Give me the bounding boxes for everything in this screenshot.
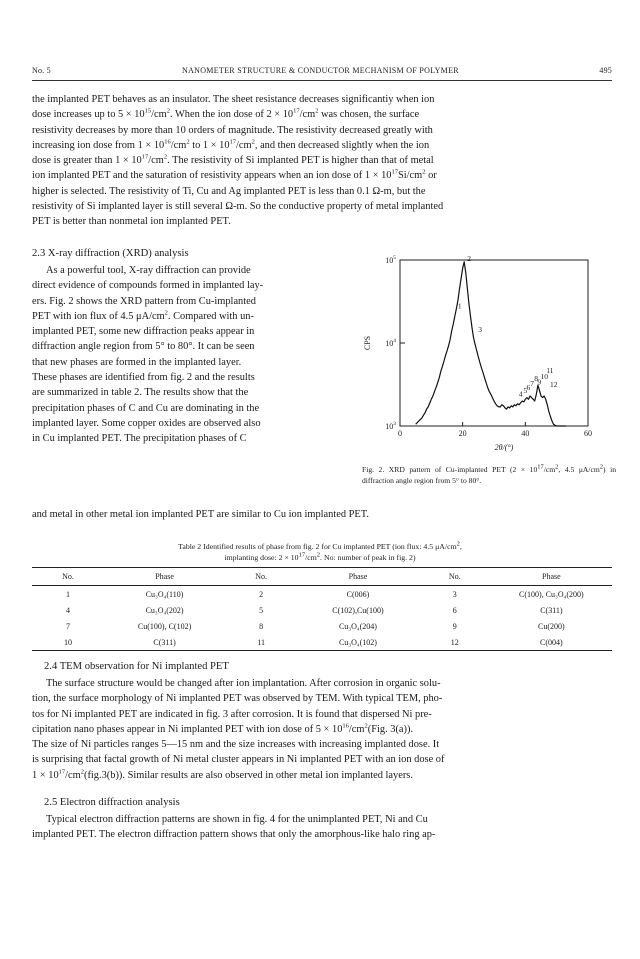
text-line: implanted layer. Some copper oxides are observed also — [32, 417, 261, 429]
peak-label: 12 — [549, 380, 558, 390]
running-header — [32, 66, 612, 80]
column-header: Phase — [297, 568, 419, 586]
text-line: dose is greater than $1 \times 10^{17}/cm^2$. The resistivity of Si implanted PET is higher than that of metal — [32, 153, 434, 167]
table-cell: 1 — [65, 589, 70, 599]
column-header: Phase — [104, 568, 225, 586]
table-header-row — [32, 568, 612, 586]
text-line: tion, the surface morphology of Ni implanted PET was observed by TEM. With typical TEM, pho- — [32, 693, 443, 705]
table-cell: Cu(200) — [538, 621, 565, 631]
table-2-caption: Table 2 Identified results of phase from fig. 2 for Cu implanted PET (ion flux: 4.5 $\mu A/cm^2$, implanting dose: $2 \times 10^{17}/cm^2$. No: number of peak in fig. 2) — [178, 540, 462, 562]
text-line: cipitation nano phases appear in Ni implanted PET with ion dose of $5 \times 10^{16}/cm^2(Fig$. 3(a)). — [32, 722, 414, 735]
section-2-3-text — [32, 263, 352, 447]
table-cell: 2 — [259, 589, 264, 599]
text-line: implanted PET, some new diffraction peaks appear in — [32, 326, 255, 338]
table-cell: 9 — [452, 621, 457, 631]
table-cell: 10 — [32, 634, 104, 651]
text-line: diffraction angle region from 5° to 80°. It can be seen — [32, 341, 255, 353]
table-row — [32, 634, 612, 651]
peak-label: 7 — [530, 378, 534, 388]
x-tick-label: 60 — [584, 429, 592, 438]
table-cell: C(100), Cu₃O₄(200) — [519, 589, 584, 599]
section-heading-2-4: 2.4 TEM observation for Ni implanted PET — [44, 661, 229, 672]
table-cell: Cu(100), C(102) — [137, 621, 192, 631]
header-rule — [32, 80, 612, 81]
text-line: is surprising that factal growth of Ni metal cluster appears in Ni implanted PET with an ion dose of — [32, 754, 445, 766]
table-cell: C(006) — [346, 589, 370, 599]
peak-label: 6 — [526, 382, 531, 392]
section-2-4-text — [32, 676, 612, 783]
text-line: These phases are identified from fig. 2 and the results — [32, 372, 255, 384]
x-tick-label: 40 — [521, 429, 530, 438]
x-tick-label: 0 — [398, 429, 402, 438]
text-line: higher is selected. The resistivity of Ti, Cu and Ag implanted PET is less than 0.1 Ω-m, but the — [32, 185, 426, 197]
table-cell: Cu₃O₄(110) — [145, 589, 184, 599]
table-cell: Cu₃O₄(204) — [338, 621, 377, 631]
text-line: Typical electron diffraction patterns are shown in fig. 4 for the unimplanted PET, Ni and Cu — [46, 814, 428, 825]
section-2-5-text — [32, 812, 612, 843]
y-tick-label: $10^5$ — [385, 255, 396, 265]
figure-2-caption: Fig. 2. XRD pattern of Cu-implanted PET ($2 \times 10^{17}/cm^2$, 4.5 $\mu A/cm^2$) in diffraction angle region from 5° to 80°. — [362, 463, 616, 485]
section-heading-2-3: 2.3 X-ray diffraction (XRD) analysis — [32, 248, 189, 259]
table-cell: C(102),Cu(100) — [332, 605, 384, 615]
text-line: increasing ion dose from $1 \times 10^{16}/cm^2$ to $1 \times 10^{17}/cm^2$, and then decreased slightly when the ion — [32, 138, 430, 151]
column-header: No. — [419, 568, 491, 586]
text-line: $1 \times 10^{17}/cm^2(fig.3(b))$. Similar results are also observed in other metal ion implanted layers. — [32, 768, 413, 781]
text-line: direct evidence of compounds formed in implanted lay- — [32, 280, 264, 292]
table-cell: 11 — [225, 634, 297, 651]
section-heading-2-5: 2.5 Electron diffraction analysis — [44, 797, 180, 808]
column-header: No. — [225, 568, 297, 586]
text-line: precipitation phases of C and Cu are dominating in the — [32, 402, 260, 414]
peak-label: 10 — [540, 371, 549, 381]
text-line: in Cu implanted PET. The precipitation phases of C — [32, 433, 247, 445]
table-row — [32, 586, 612, 603]
text-line: The size of Ni particles ranges 5—15 nm and the size increases with increasing implanted dose. It — [32, 739, 440, 751]
text-line: PET with ion flux of 4.5 $\mu A/cm^2$. Compared with un- — [32, 309, 254, 322]
intro-paragraph — [32, 92, 612, 230]
table-2 — [32, 567, 612, 651]
text-line: implanted PET. The electron diffraction pattern shows that only the amorphous-like halo ring ap- — [32, 829, 436, 841]
text-line: resistivity decreases by more than 10 orders of magnitude. The resistivity decreased greatly with — [32, 124, 433, 136]
section-2-3-full-line: and metal in other metal ion implanted PET are similar to Cu ion implanted PET. — [32, 509, 369, 520]
text-line: the implanted PET behaves as an insulator. The sheet resistance decreases significantiy when ion — [32, 94, 435, 105]
peak-label: 1 — [457, 301, 462, 311]
table-cell: 4 — [65, 605, 70, 615]
xrd-chart — [362, 254, 616, 464]
text-line: tos for Ni implanted PET are indicated in fig. 3 after corrosion. It is found that dispersed Ni pre- — [32, 708, 432, 720]
text-line: ion implanted PET and the saturation of resistivity appears when an ion dose of $1 \times 10^{17}Si/cm^2$ or — [32, 169, 437, 182]
table-cell: 6 — [452, 605, 457, 615]
text-line: As a powerful tool, X-ray diffraction can provide — [46, 265, 251, 276]
table-cell: C(004) — [491, 634, 612, 651]
peak-label: 8 — [534, 374, 539, 384]
peak-label: 2 — [467, 254, 471, 263]
table-cell: 8 — [259, 621, 264, 631]
x-axis-label: 2θ/(°) — [494, 443, 514, 452]
text-line: The surface structure would be changed after ion implantation. After corrosion in organic solu- — [46, 678, 441, 689]
table-cell: Cu₃O₄(102) — [297, 634, 419, 651]
peak-label: 11 — [546, 366, 554, 376]
running-title: NANOMETER STRUCTURE & CONDUCTOR MECHANISM OF POLYMER — [182, 66, 459, 75]
table-cell: 3 — [452, 589, 457, 599]
column-header: Phase — [491, 568, 612, 586]
peak-label: 5 — [523, 385, 528, 395]
peak-label: 9 — [537, 377, 542, 387]
y-tick-label: $10^4$ — [385, 338, 396, 348]
table-cell: 5 — [259, 605, 264, 615]
text-line: resistivity of Si implanted layer is still several Ω-m. So the conductive property of metal implanted — [32, 201, 444, 213]
text-line: ers. Fig. 2 shows the XRD pattern from Cu-implanted — [32, 295, 256, 307]
table-cell: C(311) — [104, 634, 225, 651]
figure-2 — [362, 254, 616, 490]
page-number: 495 — [599, 66, 612, 75]
table-cell: C(311) — [540, 605, 563, 615]
y-tick-label: $10^3$ — [385, 421, 396, 431]
text-line: dose increases up to $5 \times 10^{15}/cm^2$. When the ion dose of $2 \times 10^{17}/cm^2$ was chosen, the surface — [32, 107, 420, 121]
y-axis-label: CPS — [363, 335, 372, 351]
table-cell: 12 — [419, 634, 491, 651]
xrd-trace — [416, 262, 566, 426]
table-cell: Cu₃O₄(202) — [145, 605, 184, 615]
table-row — [32, 602, 612, 618]
table-row — [32, 618, 612, 634]
table-cell: 7 — [65, 621, 70, 631]
peak-label: 4 — [518, 389, 523, 399]
text-line: that new phases are formed in the implanted layer. — [32, 356, 242, 368]
x-tick-label: 20 — [458, 429, 467, 438]
text-line: PET is better than nonmetal ion implanted PET. — [32, 216, 231, 228]
column-header: No. — [32, 568, 104, 586]
text-line: are summarized in table 2. The results show that the — [32, 387, 249, 399]
peak-label: 3 — [478, 324, 482, 334]
issue-number: No. 5 — [32, 66, 51, 75]
